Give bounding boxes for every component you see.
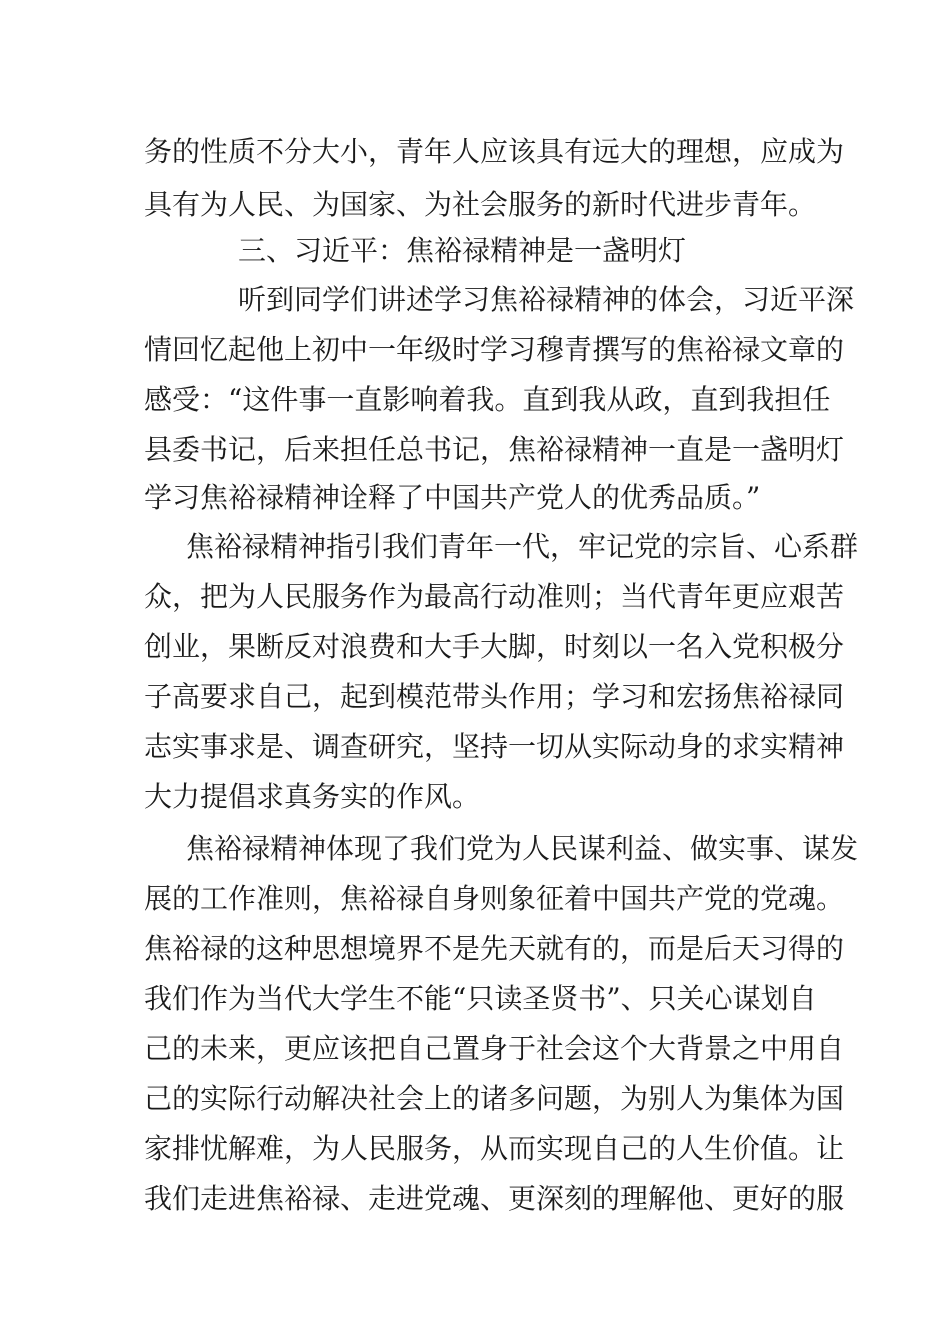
text-line: 大力提倡求真务实的作风。 (144, 780, 481, 813)
text-line: 焦裕禄的这种思想境界不是先天就有的，而是后天习得的 (144, 932, 845, 965)
text-line: 具有为人民、为国家、为社会服务的新时代进步青年。 (144, 188, 817, 221)
text-line: 感受：“这件事一直影响着我。直到我从政，直到我担任 (144, 383, 831, 416)
text-line: 焦裕禄精神体现了我们党为人民谋利益、做实事、谋发 (186, 832, 859, 865)
text-line: 众，把为人民服务作为最高行动准则；当代青年更应艰苦 (144, 580, 845, 613)
text-line: 听到同学们讲述学习焦裕禄精神的体会，习近平深 (238, 283, 855, 316)
text-line: 己的未来，更应该把自己置身于社会这个大背景之中用自 (144, 1032, 845, 1065)
text-line: 县委书记，后来担任总书记，焦裕禄精神一直是一盏明灯 (144, 433, 845, 466)
text-line: 焦裕禄精神指引我们青年一代，牢记党的宗旨、心系群 (186, 530, 859, 563)
text-line: 展的工作准则，焦裕禄自身则象征着中国共产党的党魂。 (144, 882, 845, 915)
text-line: 情回忆起他上初中一年级时学习穆青撰写的焦裕禄文章的 (144, 333, 845, 366)
text-line: 子高要求自己，起到模范带头作用；学习和宏扬焦裕禄同 (144, 680, 845, 713)
text-line: 我们走进焦裕禄、走进党魂、更深刻的理解他、更好的服 (144, 1182, 845, 1215)
text-line: 学习焦裕禄精神诠释了中国共产党人的优秀品质。” (144, 481, 761, 514)
text-line: 志实事求是、调查研究，坚持一切从实际动身的求实精神 (144, 730, 845, 763)
section-heading: 三、习近平：焦裕禄精神是一盏明灯 (238, 234, 687, 267)
text-line: 创业，果断反对浪费和大手大脚，时刻以一名入党积极分 (144, 630, 845, 663)
text-line: 家排忧解难，为人民服务，从而实现自己的人生价值。让 (144, 1132, 845, 1165)
text-line: 我们作为当代大学生不能“只读圣贤书”、只关心谋划自 (144, 982, 817, 1015)
text-line: 己的实际行动解决社会上的诸多问题，为别人为集体为国 (144, 1082, 845, 1115)
text-line: 务的性质不分大小，青年人应该具有远大的理想，应成为 (144, 135, 845, 168)
